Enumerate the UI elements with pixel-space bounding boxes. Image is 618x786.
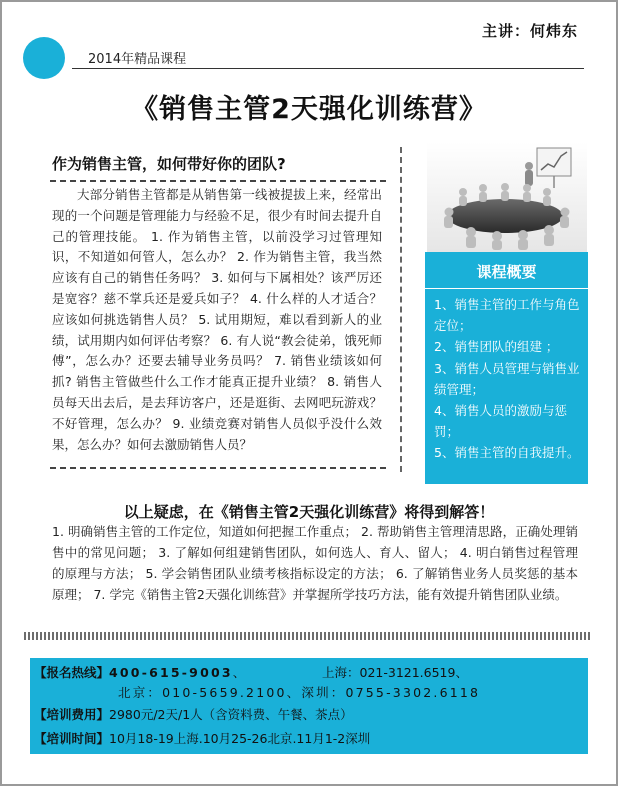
overview-list bbox=[425, 289, 588, 464]
answers-text: 1. 明确销售主管的工作定位，知道如何把握工作重点； 2. 帮助销售主管理清思路，正确处理销售中的常见问题； 3. 了解如何组建销售团队，如何选人、育人、留人； 4. 明白销售过程管理的原理与方法； 5. 学会销售团队业绩考核指标设定的方法； 6. 了解销售业务人员奖惩的基本原理； 7. 学完《销售主管2天强化训练营》并掌握所学技巧方法，能有效提升销售团队业绩。 bbox=[52, 524, 578, 602]
course-overview-box bbox=[425, 252, 588, 484]
list-item: 2、销售团队的组建 ； bbox=[434, 339, 559, 355]
column-divider bbox=[400, 147, 402, 472]
shanghai-phone: 上海：021-3121.6519、 bbox=[322, 665, 468, 680]
lecturer-name: 主讲：何炜东 bbox=[482, 22, 579, 40]
time-value: 10月18-19上海.10月25-26北京.11月1-2深圳 bbox=[109, 731, 371, 746]
meeting-room-image bbox=[427, 142, 587, 252]
list-item: 5、销售主管的自我提升。 bbox=[434, 445, 580, 461]
branch-phones-row bbox=[118, 683, 480, 701]
beijing-phone: 北京：010-5659.2100、 bbox=[118, 685, 302, 700]
list-item: 1、销售主管的工作与角色定位； bbox=[434, 297, 580, 334]
page-title: 《销售主管2天强化训练营》 bbox=[131, 94, 487, 125]
header-divider bbox=[72, 68, 584, 69]
hotline-number: 400-615-9003 bbox=[109, 665, 233, 680]
intro-subheading: 作为销售主管，如何带好你的团队? bbox=[52, 155, 286, 173]
striped-divider bbox=[24, 632, 592, 640]
overview-title: 课程概要 bbox=[476, 263, 537, 281]
fee-label: 【培训费用】 bbox=[34, 707, 110, 722]
course-year-label: 2014年精品课程 bbox=[88, 52, 187, 67]
intro-top-divider bbox=[50, 180, 386, 182]
decorative-circle bbox=[23, 37, 65, 79]
shenzhen-phone: 深圳：0755-3302.6118 bbox=[301, 685, 481, 700]
list-item: 3、销售人员管理与销售业绩管理； bbox=[434, 360, 580, 397]
list-item: 4、销售人员的激励与惩罚； bbox=[434, 403, 567, 440]
intro-bottom-divider bbox=[50, 467, 386, 469]
contact-info-box bbox=[30, 658, 588, 754]
hotline-label: 【报名热线】 bbox=[34, 665, 110, 680]
hotline-separator: 、 bbox=[232, 665, 246, 680]
fee-value: 2980元/2天/1人（含资料费、午餐、茶点） bbox=[109, 707, 353, 722]
intro-paragraph: 大部分销售主管都是从销售第一线被提拔上来，经常出现的一个问题是管理能力与经验不足，很少有时间去提升自己的管理技能。 1. 作为销售主管，以前没学习过管理知识，不知道如何管人，怎么办？ 2. 作为销售主管，我当然应该有自己的销售任务吗？ 3. 如何与下属相处？该严厉还是宽容？慈不掌兵还是爱兵如子？ 4. 什么样的人才适合？应该如何挑选销售人员？ 5. 试用期短，难以看到新人的业绩，试用期内如何评估考察？ 6. 有人说“教会徒弟，饿死师傅”，怎么办？还要去辅导业务员吗？ 7. 销售业绩该如何抓? 销售主管做些什么工作才能真正提升业绩？ 8. 销售人员每天出去后，是去拜访客户，还是逛街、去网吧玩游戏？不好管理，怎么办？ 9. 业绩竞赛对销售人员似乎没什么效果，怎么办？如何去激励销售人员？ bbox=[52, 187, 382, 452]
hotline-row bbox=[34, 663, 245, 681]
fee-row bbox=[34, 705, 353, 723]
time-label: 【培训时间】 bbox=[34, 731, 110, 746]
answers-heading: 以上疑虑，在《销售主管2天强化训练营》将得到解答！ bbox=[123, 503, 495, 521]
time-row bbox=[34, 729, 370, 747]
